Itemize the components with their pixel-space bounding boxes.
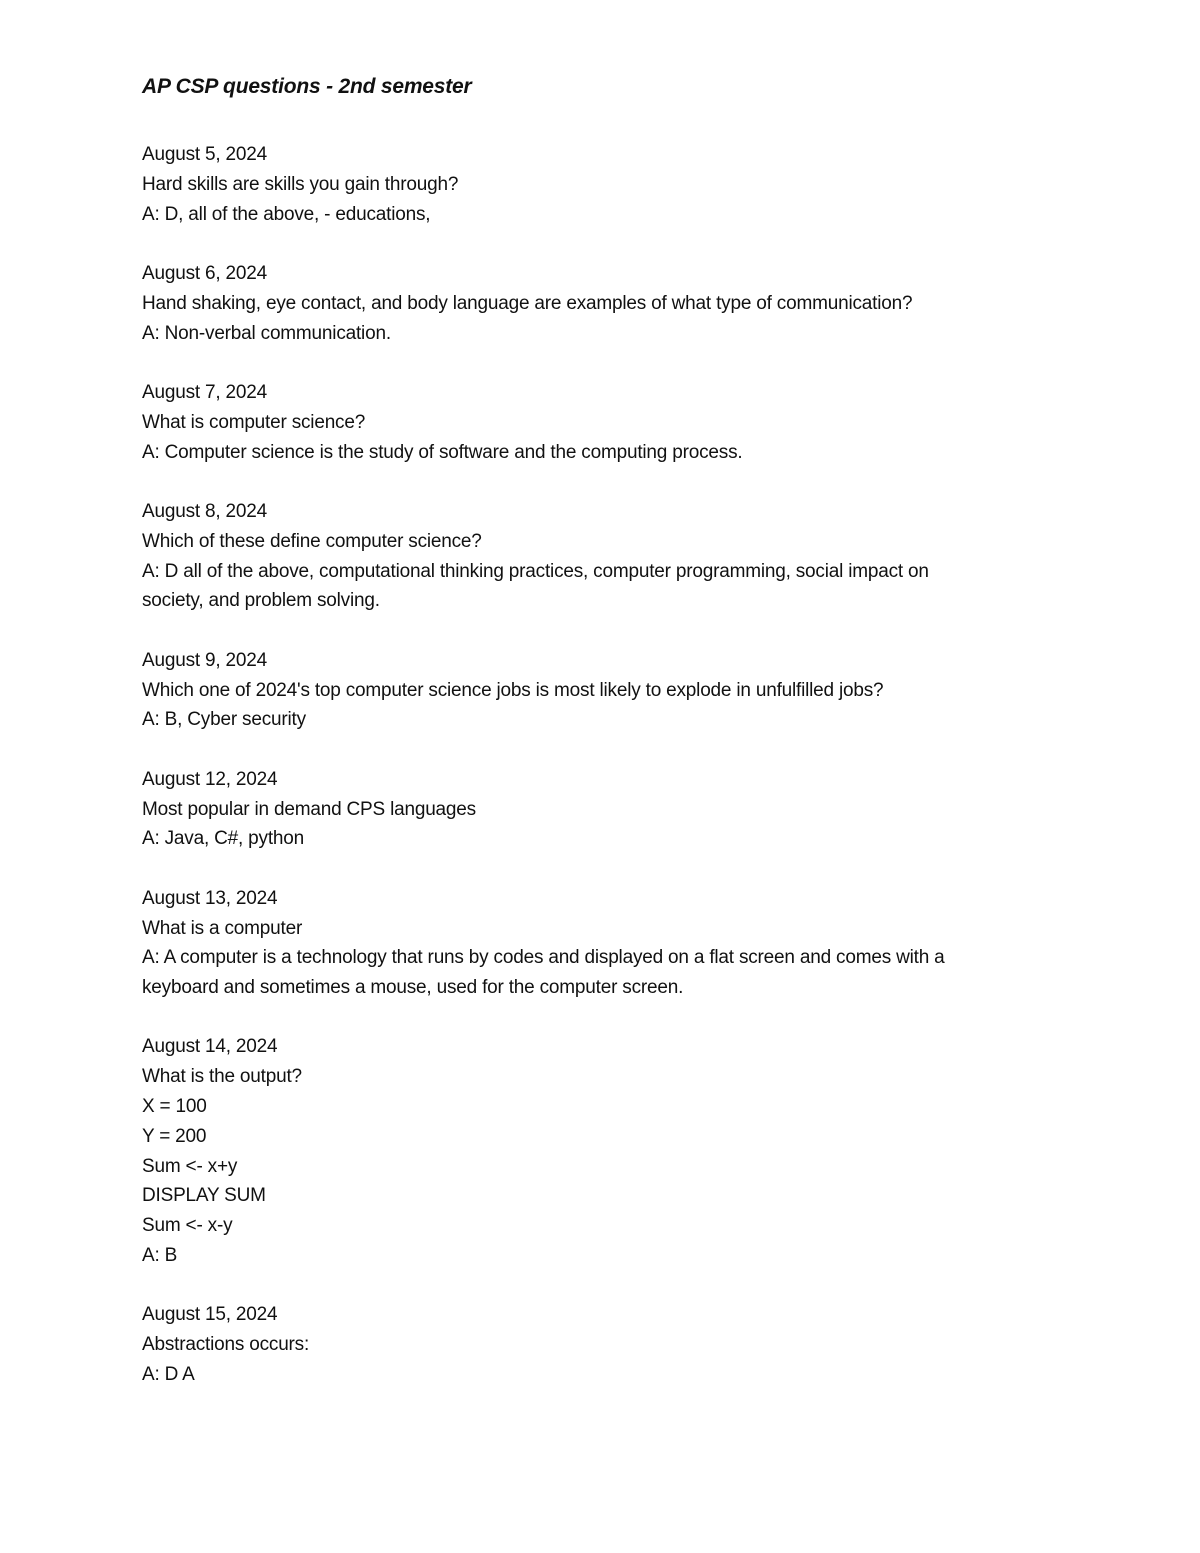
entry-question: Most popular in demand CPS languages: [142, 798, 476, 820]
document-title: AP CSP questions - 2nd semester: [142, 75, 472, 98]
entry-date: August 12, 2024: [142, 768, 278, 790]
entry-date: August 13, 2024: [142, 887, 278, 909]
entry-answer-continued: society, and problem solving.: [142, 590, 380, 612]
entry-date: August 6, 2024: [142, 262, 268, 284]
entry-answer: A: D all of the above, computational thinking practices, computer programming, social impact on: [142, 560, 929, 582]
entry-question: Which one of 2024's top computer science jobs is most likely to explode in unfulfilled jobs?: [142, 679, 884, 701]
entry-date: August 5, 2024: [142, 144, 268, 165]
entry-aug-5: [142, 140, 1062, 229]
entry-aug-13: [142, 884, 1062, 1003]
document-body: [142, 72, 1062, 1419]
entry-question: What is the output?: [142, 1066, 302, 1088]
entry-date: August 8, 2024: [142, 500, 268, 522]
code-line: DISPLAY SUM: [142, 1185, 266, 1207]
entry-aug-12: [142, 765, 1062, 854]
code-line: Sum <- x+y: [142, 1155, 238, 1177]
entry-question: What is computer science?: [142, 411, 366, 433]
entry-aug-8: [142, 497, 1062, 616]
entry-date: August 15, 2024: [142, 1304, 278, 1326]
entry-answer: A: Java, C#, python: [142, 828, 305, 850]
entry-question: Hand shaking, eye contact, and body language are examples of what type of communication?: [142, 292, 913, 314]
code-line: X = 100: [142, 1096, 207, 1118]
entry-question: Hard skills are skills you gain through?: [142, 173, 459, 195]
entry-aug-15: [142, 1300, 1062, 1389]
entry-date: August 14, 2024: [142, 1036, 278, 1058]
entry-answer: A: B: [142, 1245, 178, 1267]
entry-answer: A: A computer is a technology that runs by codes and displayed on a flat screen and comes with a: [142, 947, 945, 969]
entry-answer-continued: keyboard and sometimes a mouse, used for the computer screen.: [142, 977, 684, 999]
entry-aug-9: [142, 646, 1062, 735]
entry-question: What is a computer: [142, 917, 303, 939]
entry-answer: A: D, all of the above, - educations,: [142, 203, 431, 225]
entry-date: August 7, 2024: [142, 381, 268, 403]
code-line: Y = 200: [142, 1125, 207, 1147]
entry-answer: A: D A: [142, 1364, 195, 1386]
entry-aug-14: [142, 1032, 1062, 1270]
entry-aug-7: [142, 378, 1062, 467]
entry-aug-6: [142, 259, 1062, 348]
entry-answer: A: B, Cyber security: [142, 709, 306, 731]
entry-question: Abstractions occurs:: [142, 1334, 310, 1356]
entry-question: Which of these define computer science?: [142, 530, 482, 552]
entry-answer: A: Computer science is the study of software and the computing process.: [142, 441, 743, 463]
entry-date: August 9, 2024: [142, 649, 268, 671]
code-line: Sum <- x-y: [142, 1215, 233, 1237]
entry-answer: A: Non-verbal communication.: [142, 322, 391, 344]
